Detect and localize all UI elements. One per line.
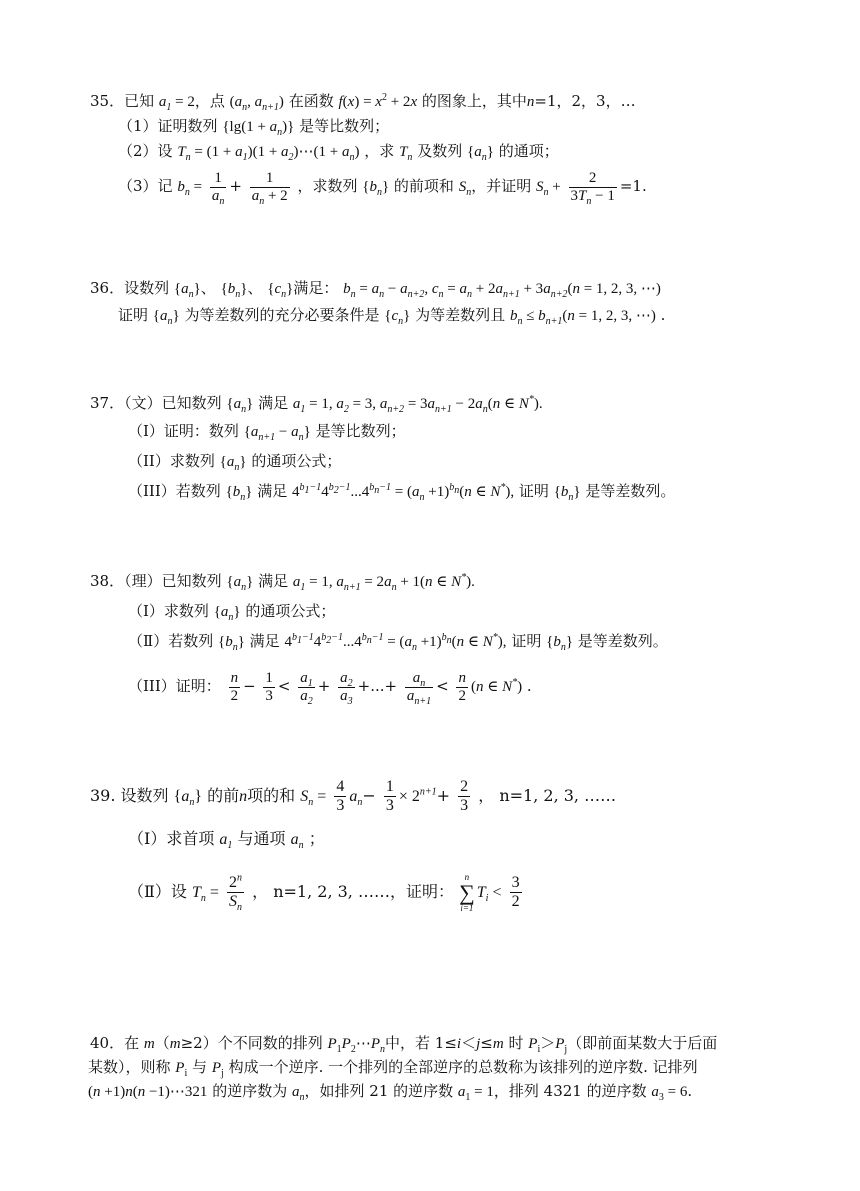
problem-39-part-1: （Ⅰ）求首项 $a_1$ 与通项 $a_n$ ；: [128, 829, 325, 852]
problem-36-statement-2: 证明 $\{a_n\}$ 为等差数列的充分必要条件是 $\{c_n\}$ 为等差数列且 $b_n \le b_{n+1}(n = 1$, 2, 3, ⋯) .: [118, 306, 666, 327]
problem-38-part-3: （III）证明： $\frac{n}{2}$ − $\frac{1}{3}$ < $\frac{a_1}{a_2}$ + $\frac{a_2}{a_3}$ +...+ $\frac{a_n}{a_{n+1}}$ < $\frac{n}{2}$ (n ∈ N*) .: [128, 670, 532, 707]
problem-37-part-2: （II）求数列 $\{a_n\}$ 的通项公式；: [128, 452, 342, 473]
problem-38-part-1: （Ⅰ）求数列 $\{a_n\}$ 的通项公式；: [128, 602, 336, 623]
problem-number: 35．: [90, 92, 125, 110]
problem-40-line-1: 40．在 m（m≥2）个不同数的排列 $P_1P_2\cdots P_n$中，若 1≤i＜j≤m 时 $P_i>P_j$（即前面某数大于后面: [90, 1034, 718, 1055]
problem-37-statement: 37．（文）已知数列 $\{a_n\}$ 满足 $a_1 = 1$, $a_2 = 3$, $a_{n+2} = 3a_{n+1} - 2a_n(n$ ∈ N*).: [90, 394, 543, 415]
problem-35-part-3: （3）记 $b_n$ = $\frac{1}{a_n}$ + $\frac{1}{a_n + 2}$ ，求数列 $\{b_n\}$ 的前项和 $S_n$，并证明 $S_n$ + $\frac{2}{3T_n - 1}$ =1.: [118, 170, 647, 207]
problem-39-statement: 39. 设数列 $\{a_n\}$ 的前n项的和 $S_n$ = $\frac{4}{3}$ $a_n-$ $\frac{1}{3}$ × $2^{n+1}+$ $\frac{2}{3}$ ， n=1, 2, 3, ……: [90, 778, 617, 814]
problem-38-part-2: （Ⅱ）若数列 $\{b_n\}$ 满足 $4^{b_1-1}4^{b_2-1}...4^{b_n-1} = (a_n +1)^{b_n}(n$ ∈ N*), 证明 $\{b_n\}$ 是等差数列。: [128, 632, 668, 653]
problem-number: 40．: [90, 1034, 125, 1052]
problem-35-statement: 35．已知 $a_1 = 2$，点 ($a_n$, $a_{n+1}$) 在函数 $f(x) = x^2 + 2x$ 的图象上，其中n=1，2，3，…: [90, 92, 636, 113]
problem-number: 38．: [90, 572, 125, 590]
problem-number: 39.: [90, 786, 116, 805]
summation-symbol: n ∑ i=1: [459, 871, 475, 913]
problem-35-part-1: （1）证明数列 $\{\lg(1 + a_n)\}$ 是等比数列；: [118, 117, 390, 138]
problem-39-part-2: （Ⅱ）设 $T_n$ = $\frac{2^n}{S_n}$ ， n=1, 2, 3, ……，证明： n ∑ i=1 $T_i$ < $\frac{3}{2}$: [128, 871, 520, 914]
problem-40-line-3: (n +1)n(n −1)⋯321 的逆序数为 $a_n$，如排列 21 的逆序数 $a_1 = 1$，排列 4321 的逆序数 $a_3 = 6$.: [88, 1082, 693, 1103]
problem-36-statement: 36．设数列 $\{a_n\}$、 $\{b_n\}$、 $\{c_n\}$满足： $b_n = a_n - a_{n+2}$, $c_n = a_n + 2a_{n+1} + 3a_{n+2}(n = 1$, 2, 3, ⋯): [90, 279, 661, 300]
problem-37-part-3: （III）若数列 $\{b_n\}$ 满足 $4^{b_1-1}4^{b_2-1}...4^{b_n-1} = (a_n +1)^{b_n}(n$ ∈ N*), 证明 $\{b_n\}$ 是等差数列。: [128, 482, 676, 503]
problem-38-statement: 38．（理）已知数列 $\{a_n\}$ 满足 $a_1 = 1$, $a_{n+1} = 2a_n + 1(n$ ∈ N*).: [90, 572, 475, 593]
problem-35-part-2: （2）设 $T_n = (1 + a_1)(1$ + $a_2)\cdots(1 + a_n)$ ，求 $T_n$ 及数列 $\{a_n\}$ 的通项；: [118, 142, 559, 163]
problem-40-line-2: 某数），则称 $P_i$ 与 $P_j$ 构成一个逆序. 一个排列的全部逆序的总数称为该排列的逆序数. 记排列: [88, 1058, 698, 1079]
problem-37-part-1: （I）证明：数列 $\{a_{n+1} - a_n\}$ 是等比数列；: [128, 422, 406, 443]
problem-number: 36．: [90, 279, 125, 297]
problem-number: 37．: [90, 394, 125, 412]
